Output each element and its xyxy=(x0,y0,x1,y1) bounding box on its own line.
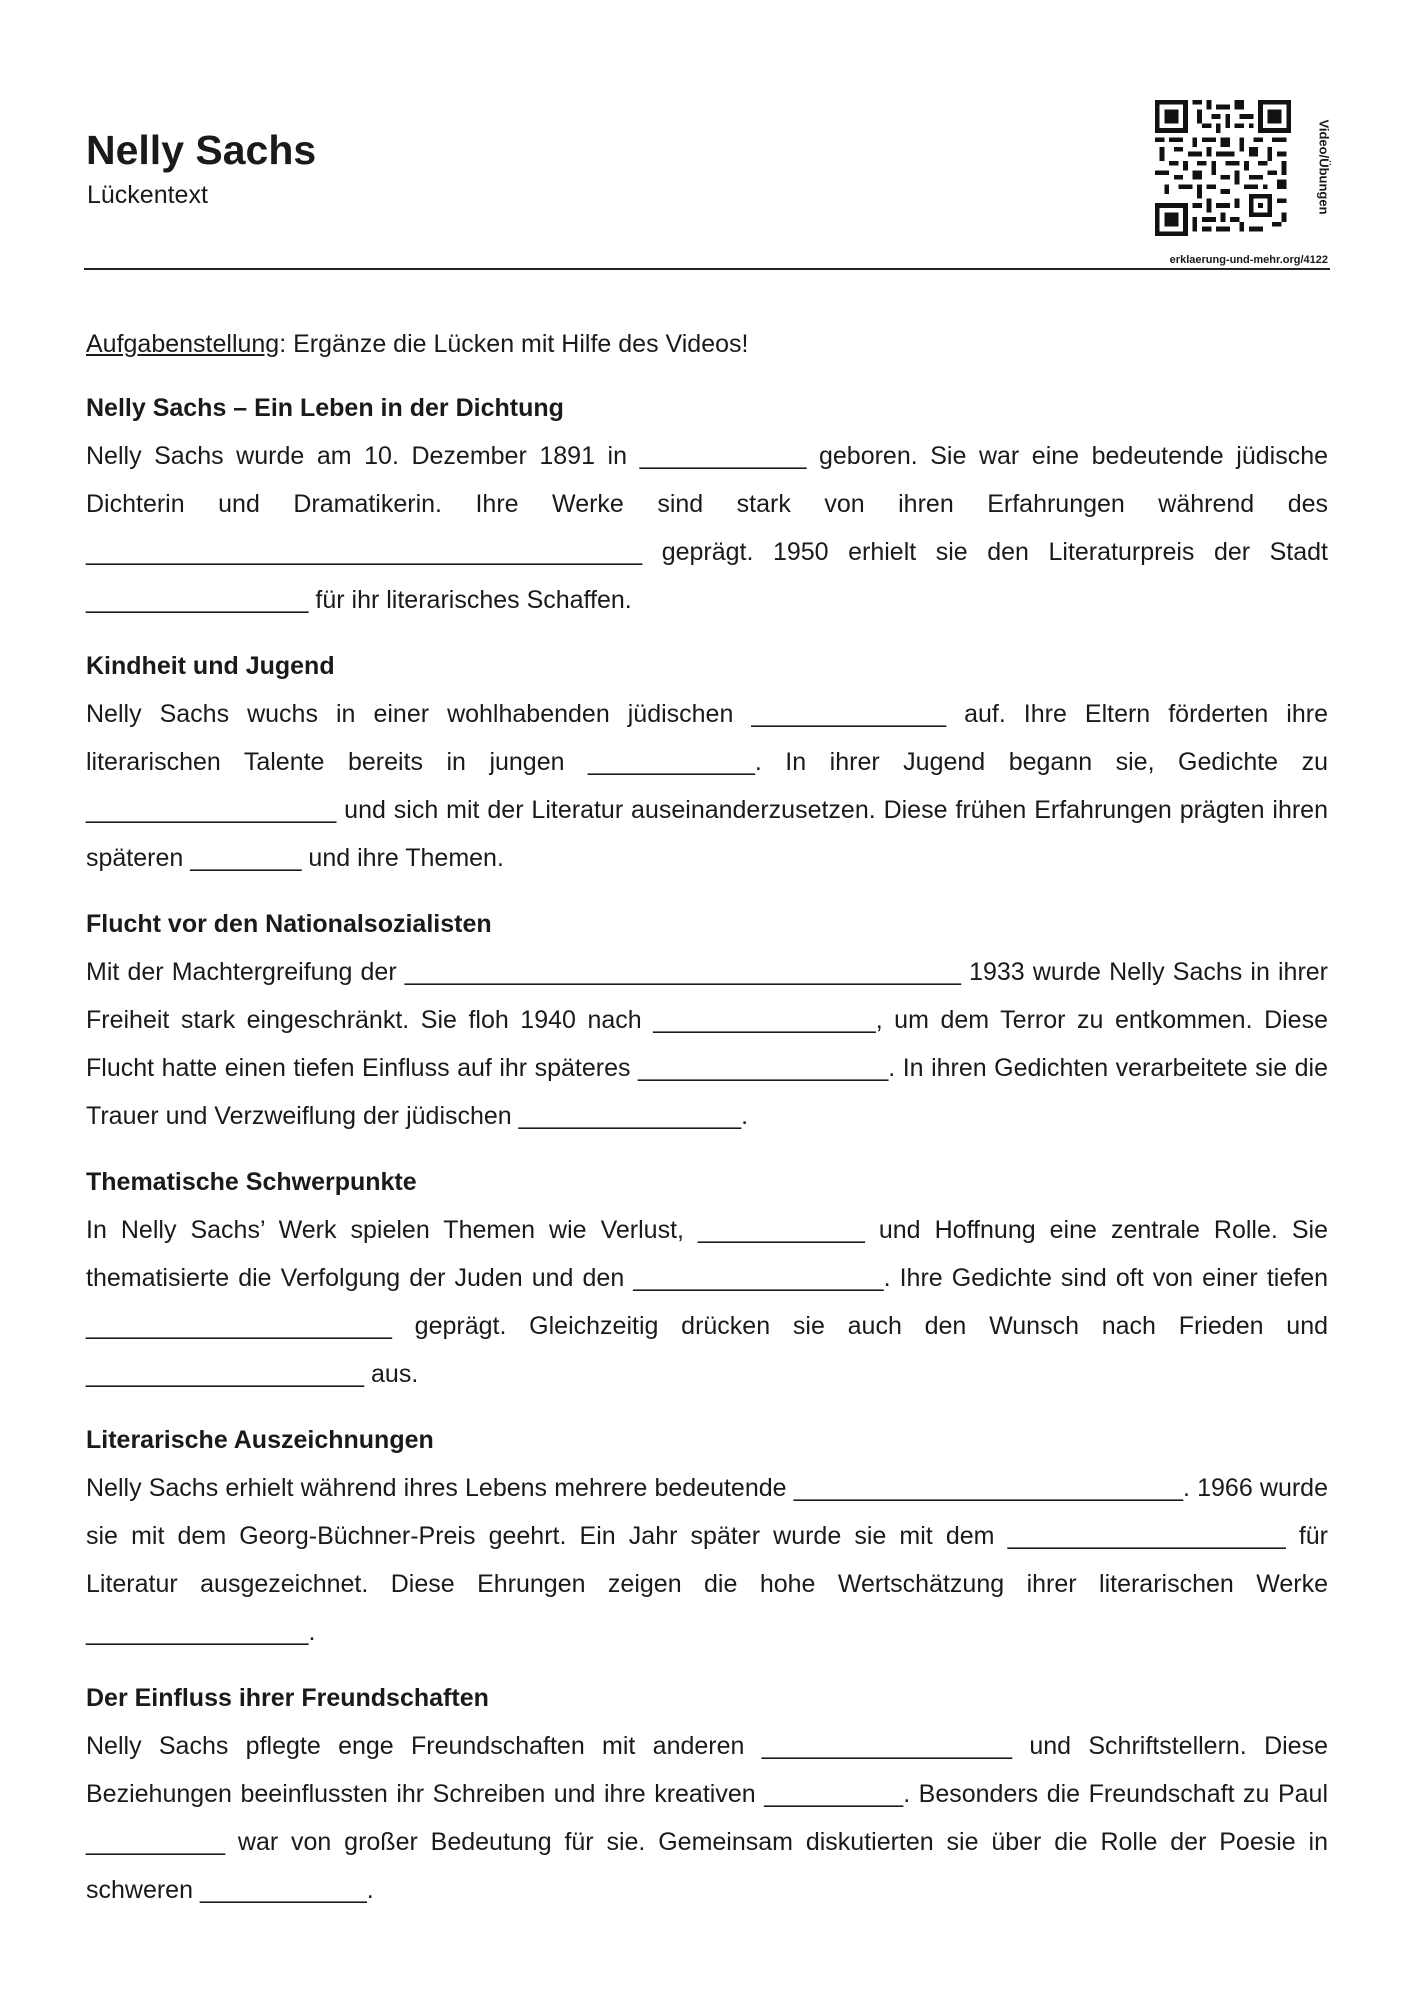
source-url[interactable]: erklaerung-und-mehr.org/4122 xyxy=(1169,254,1328,266)
qr-label xyxy=(1312,112,1336,222)
section-leben xyxy=(86,384,1328,624)
page-subtitle: Lückentext xyxy=(87,181,208,209)
section-heading: Thematische Schwerpunkte xyxy=(86,1168,417,1196)
section-heading: Flucht vor den Nationalsozialisten xyxy=(86,910,492,938)
task-label: Aufgabenstellung xyxy=(86,330,280,358)
section-auszeichnungen xyxy=(86,1416,1328,1656)
task-text: : Ergänze die Lücken mit Hilfe des Videos! xyxy=(279,330,749,358)
section-text: Nelly Sachs erhielt während ihres Lebens mehrere bedeutende ____________________________. 1966 wurde sie mit dem Georg-Büchner-Preis geehrt. Ein Jahr später wurde sie mit dem ____________________ für Literatur ausgezeichnet. Diese Ehrungen zeigen die hohe Wertschätzung ihrer literarischen Werke ________________. xyxy=(86,1474,1328,1646)
section-heading: Kindheit und Jugend xyxy=(86,652,335,680)
section-themen xyxy=(86,1158,1328,1398)
section-heading: Der Einfluss ihrer Freundschaften xyxy=(86,1684,489,1712)
section-text: Nelly Sachs wuchs in einer wohlhabenden jüdischen ______________ auf. Ihre Eltern förderten ihre literarischen Talente bereits in jungen ____________. In ihrer Jugend begann sie, Gedichte zu __________________ und sich mit der Literatur auseinanderzusetzen. Diese frühen Erfahrungen prägten ihren späteren ________ und ihre Themen. xyxy=(86,700,1328,872)
section-text: Nelly Sachs wurde am 10. Dezember 1891 in ____________ geboren. Sie war eine bedeutende jüdische Dichterin und Dramatikerin. Ihre Werke sind stark von ihren Erfahrungen während des ________________________________________ geprägt. 1950 erhielt sie den Literaturpreis der Stadt ________________ für ihr literarisches Schaffen. xyxy=(86,442,1328,614)
section-heading: Nelly Sachs – Ein Leben in der Dichtung xyxy=(86,394,564,422)
section-text: Mit der Machtergreifung der ________________________________________ 1933 wurde Nelly Sachs in ihrer Freiheit stark eingeschränkt. Sie floh 1940 nach ________________, um dem Terror zu entkommen. Diese Flucht hatte einen tiefen Einfluss auf ihr späteres __________________. In ihren Gedichten verarbeitete sie die Trauer und Verzweiflung der jüdischen ________________. xyxy=(86,958,1328,1130)
worksheet-body xyxy=(86,320,1328,1932)
task-instruction xyxy=(86,320,1328,368)
section-heading: Literarische Auszeichnungen xyxy=(86,1426,434,1454)
section-flucht xyxy=(86,900,1328,1140)
page-title: Nelly Sachs xyxy=(86,127,317,173)
header-divider xyxy=(84,268,1330,270)
qr-label-text: Video/Übungen xyxy=(1316,119,1332,215)
section-freundschaften xyxy=(86,1674,1328,1914)
section-text: In Nelly Sachs’ Werk spielen Themen wie Verlust, ____________ und Hoffnung eine zentrale Rolle. Sie thematisierte die Verfolgung der Juden und den __________________. Ihre Gedichte sind oft von einer tiefen ______________________ geprägt. Gleichzeitig drücken sie auch den Wunsch nach Frieden und ____________________ aus. xyxy=(86,1216,1328,1388)
section-text: Nelly Sachs pflegte enge Freundschaften mit anderen __________________ und Schriftstellern. Diese Beziehungen beeinflussten ihr Schreiben und ihre kreativen __________. Besonders die Freundschaft zu Paul __________ war von großer Bedeutung für sie. Gemeinsam diskutierten sie über die Rolle der Poesie in schweren ____________. xyxy=(86,1732,1328,1904)
qr-code-icon[interactable] xyxy=(1155,100,1291,236)
section-kindheit xyxy=(86,642,1328,882)
